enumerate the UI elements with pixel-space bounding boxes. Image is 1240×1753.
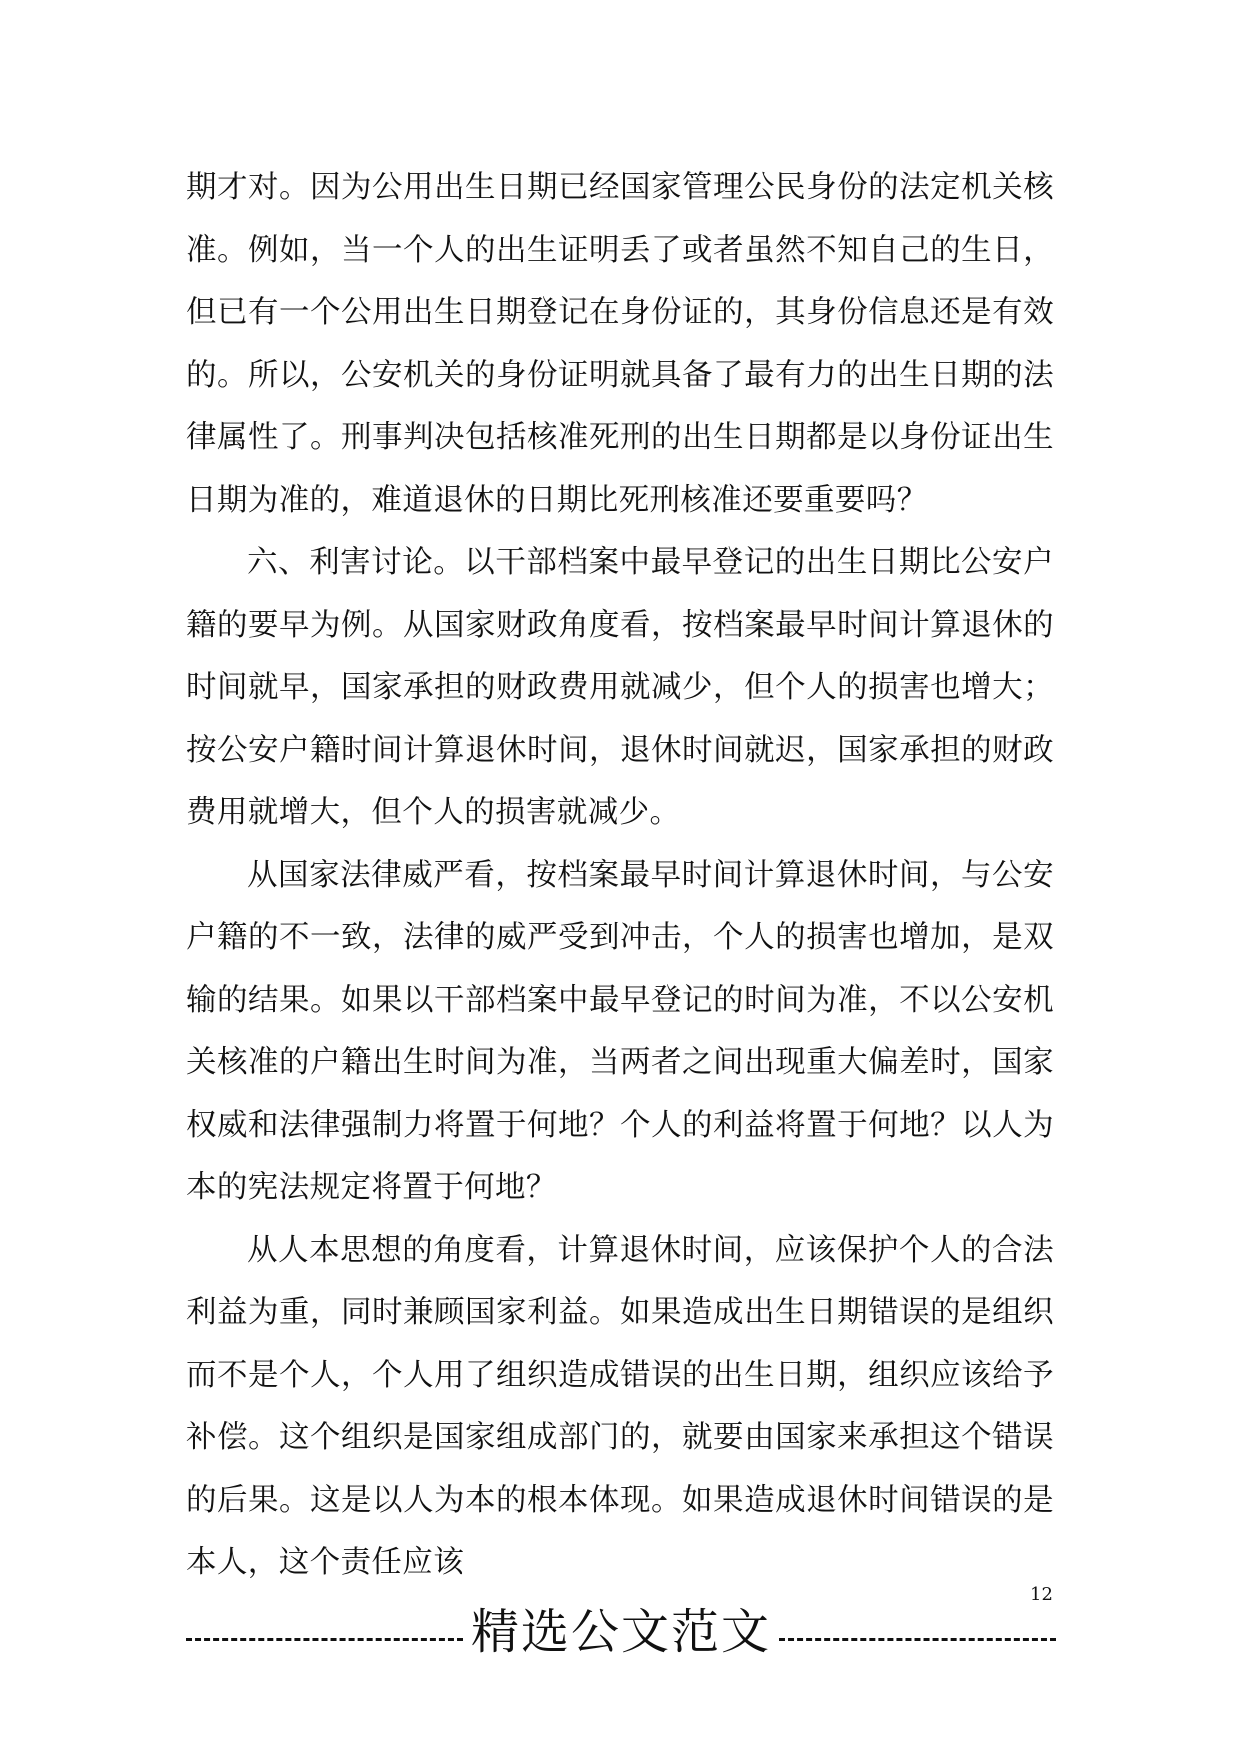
paragraph-4: 从人本思想的角度看，计算退休时间，应该保护个人的合法利益为重，同时兼顾国家利益。如果造成出生日期错误的是组织而不是个人，个人用了组织造成错误的出生日期，组织应该给予补偿。这个组织是国家组成部门的，就要由国家来承担这个错误的后果。这是以人为本的根本体现。如果造成退休时间错误的是本人，这个责任应该 — [186, 1232, 1054, 1580]
footer-left-dashes — [186, 1638, 463, 1641]
page-number: 12 — [1030, 1584, 1053, 1605]
paragraph-2: 六、利害讨论。以干部档案中最早登记的出生日期比公安户籍的要早为例。从国家财政角度看，按档案最早时间计算退休的时间就早，国家承担的财政费用就减少，但个人的损害也增大；按公安户籍时间计算退休时间，退休时间就迟，国家承担的财政费用就增大，但个人的损害就减少。 — [186, 545, 1054, 830]
footer-right-dashes — [779, 1638, 1056, 1641]
footer-title: 精选公文范文 — [471, 1604, 772, 1660]
body-text — [186, 157, 1054, 1595]
paragraph-1: 期才对。因为公用出生日期已经国家管理公民身份的法定机关核准。例如，当一个人的出生证明丢了或者虽然不知自己的生日，但已有一个公用出生日期登记在身份证的，其身份信息还是有效的。所以，公安机关的身份证明就具备了最有力的出生日期的法律属性了。刑事判决包括核准死刑的出生日期都是以身份证出生日期为准的，难道退休的日期比死刑核准还要重要吗？ — [186, 170, 1054, 518]
footer-banner — [186, 1600, 1056, 1664]
paragraph-3: 从国家法律威严看，按档案最早时间计算退休时间，与公安户籍的不一致，法律的威严受到冲击，个人的损害也增加，是双输的结果。如果以干部档案中最早登记的时间为准，不以公安机关核准的户籍出生时间为准，当两者之间出现重大偏差时，国家权威和法律强制力将置于何地？个人的利益将置于何地？以人为本的宪法规定将置于何地？ — [186, 857, 1054, 1205]
